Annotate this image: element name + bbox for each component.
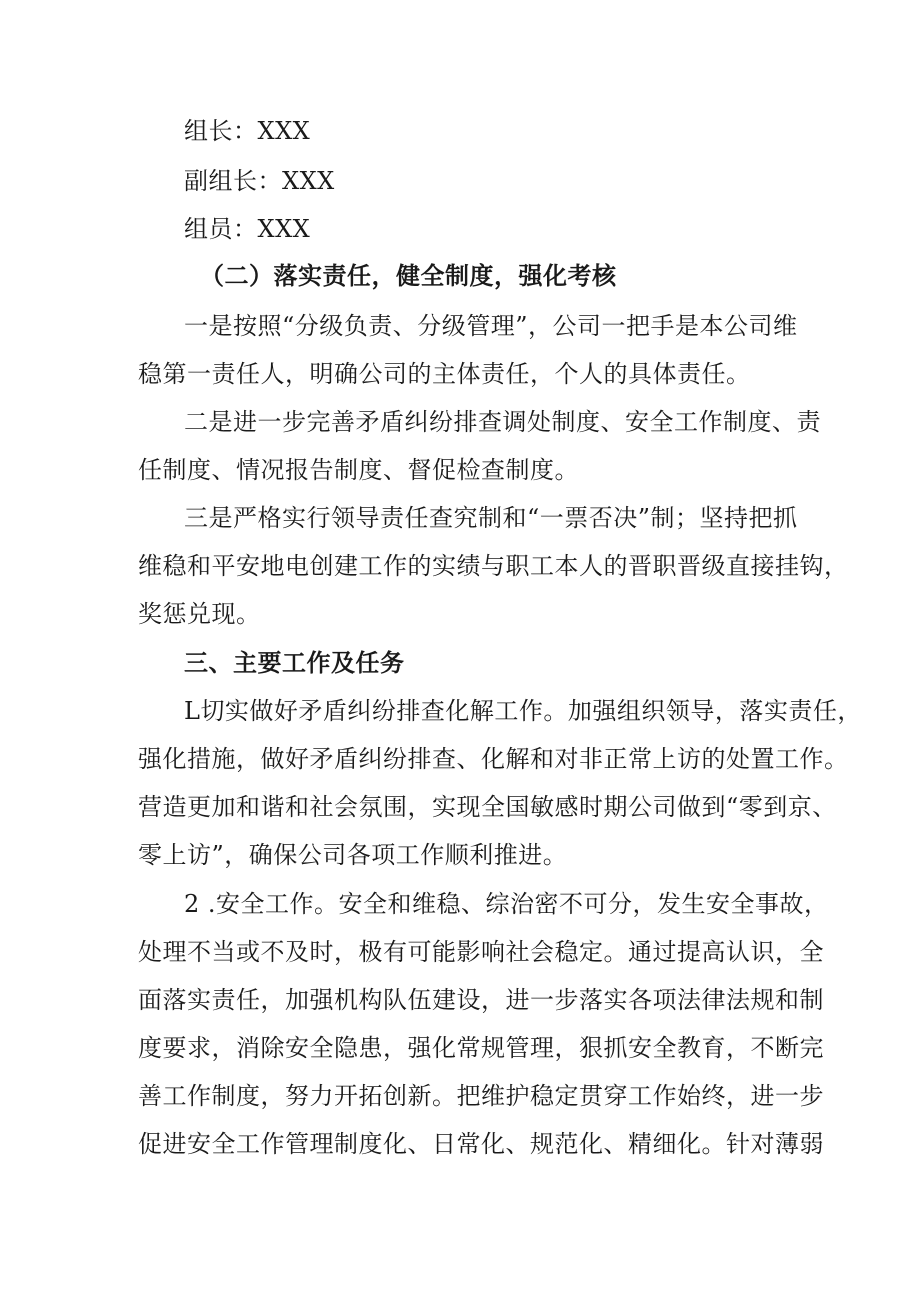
leader-line: 组长：XXX [184,117,311,145]
para-1-line-2: 稳第一责任人，明确公司的主体责任，个人的具体责任。 [138,360,751,388]
para-1-line-1: 一是按照“分级负责、分级管理”，公司一把手是本公司维 [184,312,798,340]
para-5-line-6: 促进安全工作管理制度化、日常化、规范化、精细化。针对薄弱 [138,1130,824,1158]
para-3-line-3: 奖惩兑现。 [138,600,261,628]
para-5-line-4: 度要求，消除安全隐患，强化常规管理，狠抓安全教育，不断完 [138,1034,824,1062]
para-5-line-3: 面落实责任，加强机构队伍建设，进一步落实各项法律法规和制 [138,986,824,1014]
para-3-line-1: 三是严格实行领导责任查究制和“一票否决”制；坚持把抓 [184,504,798,532]
para-2-line-1: 二是进一步完善矛盾纠纷排查调处制度、安全工作制度、责 [184,408,821,436]
section-3-heading: 三、主要工作及任务 [184,648,405,677]
para-5-line-2: 处理不当或不及时，极有可能影响社会稳定。通过提高认识，全 [138,938,824,966]
para-4-line-4: 零上访”，确保公司各项工作顺利推进。 [138,841,568,869]
para-5-line-1: 2 .安全工作。安全和维稳、综治密不可分，发生安全事故， [184,890,829,918]
para-4-line-3: 营造更加和谐和社会氛围，实现全国敏感时期公司做到“零到京、 [138,793,837,821]
para-4-line-2: 强化措施，做好矛盾纠纷排查、化解和对非正常上访的处置工作。 [138,745,849,773]
para-4-line-1: L切实做好矛盾纠纷排查化解工作。加强组织领导，落实责任， [184,697,862,725]
para-3-line-2: 维稳和平安地电创建工作的实绩与职工本人的晋职晋级直接挂钩， [138,552,849,580]
para-5-line-5: 善工作制度，努力开拓创新。把维护稳定贯穿工作始终，进一步 [138,1082,824,1110]
deputy-leader-line: 副组长：XXX [184,167,335,195]
section-2-heading: （二）落实责任，健全制度，强化考核 [200,261,617,290]
para-2-line-2: 任制度、情况报告制度、督促检查制度。 [138,456,579,484]
member-line: 组员：XXX [184,215,311,243]
